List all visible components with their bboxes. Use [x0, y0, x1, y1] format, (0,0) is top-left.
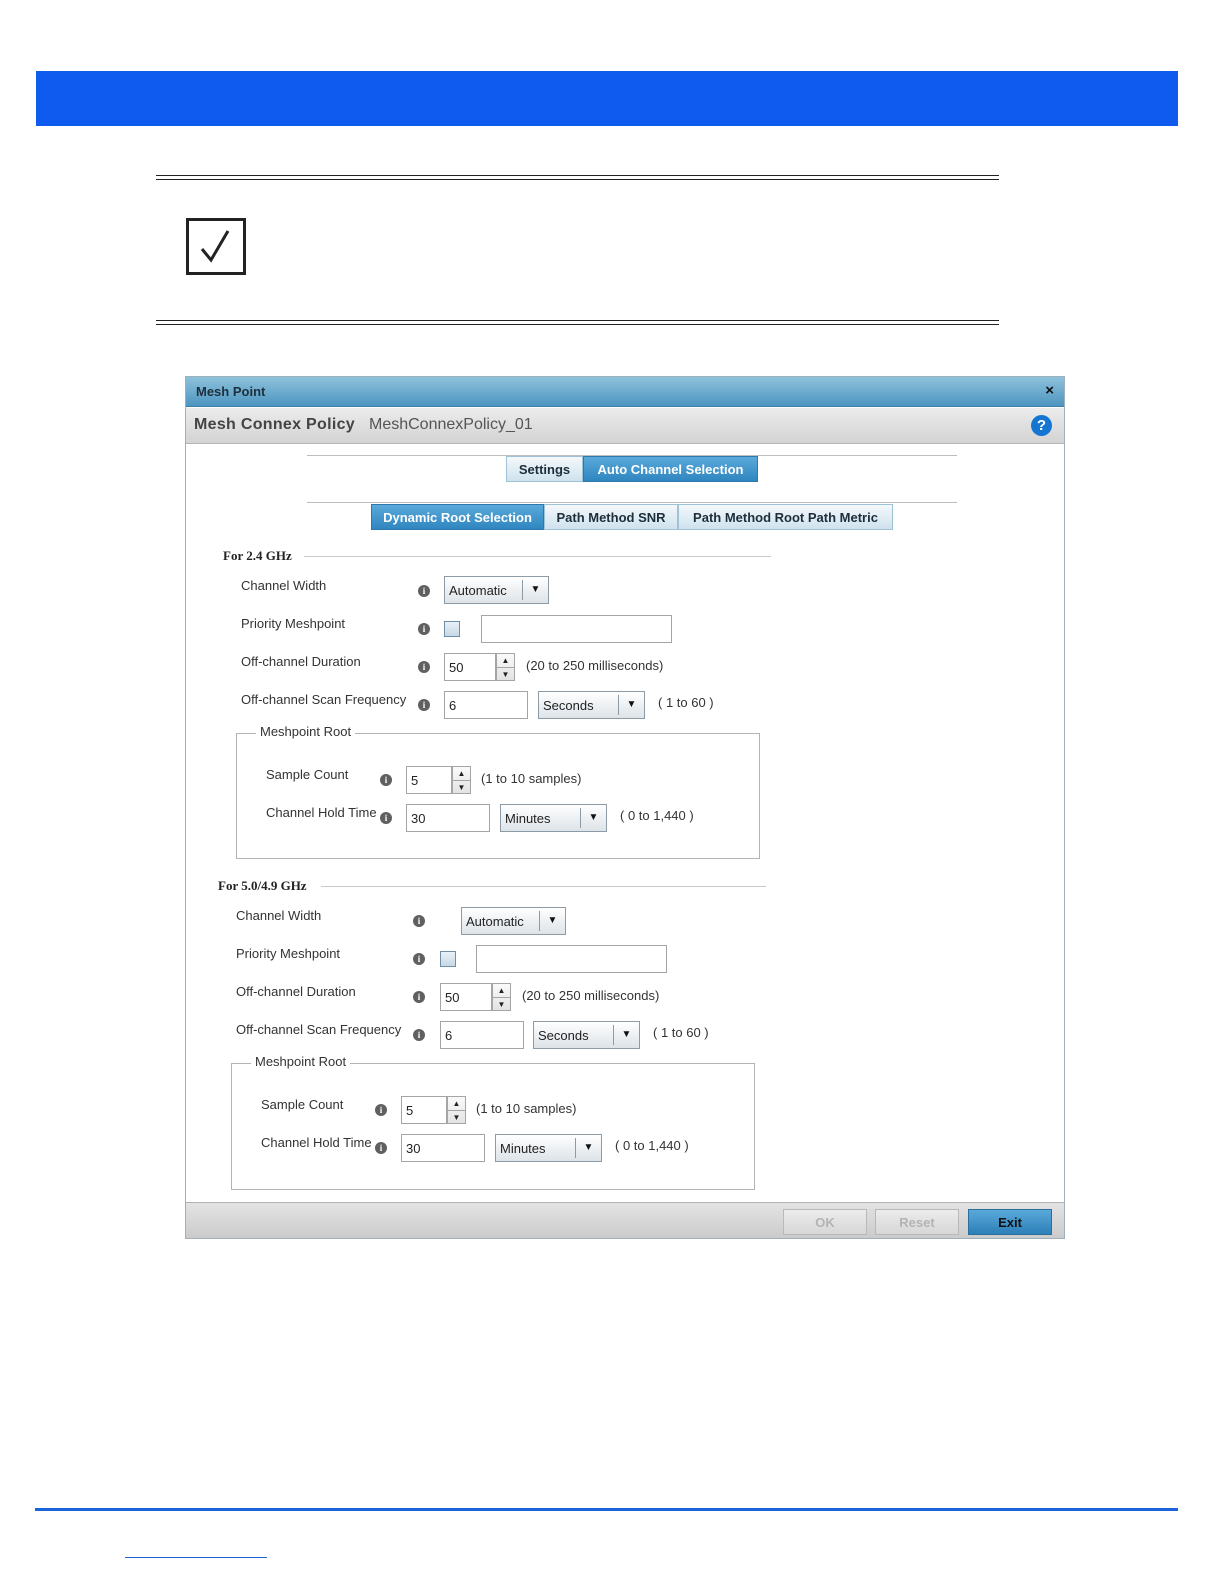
- chevron-down-icon: ▼: [539, 911, 565, 931]
- scan-frequency-unit-value: Seconds: [538, 1028, 589, 1043]
- info-icon[interactable]: i: [418, 661, 430, 673]
- info-icon[interactable]: i: [380, 812, 392, 824]
- mesh-point-dialog: [185, 376, 1065, 1239]
- priority-meshpoint-checkbox[interactable]: [444, 621, 460, 637]
- spin-down-icon[interactable]: ▼: [493, 997, 510, 1010]
- off-channel-duration-stepper[interactable]: [492, 983, 511, 1011]
- meshpoint-root-group: [236, 733, 760, 859]
- scan-frequency-unit-select[interactable]: [533, 1021, 640, 1049]
- hold-time-hint: ( 0 to 1,440 ): [620, 808, 694, 823]
- channel-hold-time-label: Channel Hold Time: [261, 1135, 372, 1150]
- meshpoint-root-legend: Meshpoint Root: [251, 1054, 350, 1069]
- chevron-down-icon: ▼: [618, 695, 644, 715]
- footer-link-underline: [125, 1557, 267, 1558]
- subtab-path-method-root-path-metric[interactable]: Path Method Root Path Metric: [678, 504, 893, 530]
- spin-up-icon[interactable]: ▲: [497, 986, 506, 995]
- help-icon[interactable]: ?: [1031, 415, 1052, 436]
- section-rule: [321, 886, 766, 887]
- off-channel-scan-frequency-input[interactable]: 6: [440, 1021, 524, 1049]
- off-channel-scan-frequency-label: Off-channel Scan Frequency: [236, 1022, 402, 1037]
- spin-up-icon[interactable]: ▲: [457, 769, 466, 778]
- footer-rule: [35, 1508, 1178, 1511]
- chevron-down-icon: ▼: [613, 1025, 639, 1045]
- channel-hold-time-input[interactable]: 30: [401, 1134, 485, 1162]
- priority-meshpoint-checkbox[interactable]: [440, 951, 456, 967]
- channel-hold-time-label: Channel Hold Time: [266, 805, 377, 820]
- info-icon[interactable]: i: [413, 915, 425, 927]
- spin-up-icon[interactable]: ▲: [501, 656, 510, 665]
- hold-time-unit-select[interactable]: [495, 1134, 602, 1162]
- dialog-title: Mesh Point: [196, 384, 266, 399]
- dialog-button-bar: [186, 1202, 1064, 1238]
- off-channel-duration-label: Off-channel Duration: [241, 654, 361, 669]
- channel-width-select[interactable]: [461, 907, 566, 935]
- chevron-down-icon: ▼: [575, 1138, 601, 1158]
- priority-meshpoint-input[interactable]: [481, 615, 672, 643]
- priority-meshpoint-input[interactable]: [476, 945, 667, 973]
- off-channel-duration-hint: (20 to 250 milliseconds): [522, 988, 660, 1003]
- subtab-dynamic-root-selection[interactable]: Dynamic Root Selection: [371, 504, 544, 530]
- subtab-rule: [307, 502, 957, 503]
- dialog-titlebar: [186, 377, 1064, 407]
- channel-width-select[interactable]: [444, 576, 549, 604]
- top-banner: [36, 71, 1178, 126]
- off-channel-duration-hint: (20 to 250 milliseconds): [526, 658, 664, 673]
- note-bottom-rule: [156, 320, 999, 325]
- policy-name: MeshConnexPolicy_01: [369, 416, 533, 433]
- policy-bar: [186, 408, 1064, 444]
- off-channel-duration-stepper[interactable]: [496, 653, 515, 681]
- sample-count-label: Sample Count: [266, 767, 349, 782]
- ok-button[interactable]: OK: [783, 1209, 867, 1235]
- scan-frequency-unit-value: Seconds: [543, 698, 594, 713]
- spin-down-icon[interactable]: ▼: [453, 780, 470, 793]
- off-channel-duration-label: Off-channel Duration: [236, 984, 356, 999]
- off-channel-duration-input[interactable]: 50: [440, 983, 492, 1011]
- info-icon[interactable]: i: [418, 585, 430, 597]
- tab-settings[interactable]: Settings: [506, 456, 583, 482]
- tab-auto-channel-selection[interactable]: Auto Channel Selection: [583, 456, 758, 482]
- info-icon[interactable]: i: [375, 1142, 387, 1154]
- info-icon[interactable]: i: [418, 623, 430, 635]
- sample-count-stepper[interactable]: [447, 1096, 466, 1124]
- sample-count-hint: (1 to 10 samples): [481, 771, 582, 786]
- info-icon[interactable]: i: [413, 953, 425, 965]
- hold-time-unit-value: Minutes: [500, 1141, 546, 1156]
- policy-label: Mesh Connex Policy: [194, 416, 355, 433]
- channel-width-label: Channel Width: [241, 578, 327, 593]
- section-title-5-0ghz: For 5.0/4.9 GHz: [218, 878, 307, 893]
- checkmark-icon: [186, 218, 246, 275]
- info-icon[interactable]: i: [380, 774, 392, 786]
- spin-down-icon[interactable]: ▼: [448, 1110, 465, 1123]
- exit-button[interactable]: Exit: [968, 1209, 1052, 1235]
- sample-count-hint: (1 to 10 samples): [476, 1101, 577, 1116]
- close-icon[interactable]: ×: [1045, 382, 1054, 399]
- info-icon[interactable]: i: [413, 1029, 425, 1041]
- off-channel-scan-frequency-label: Off-channel Scan Frequency: [241, 692, 407, 707]
- chevron-down-icon: ▼: [580, 808, 606, 828]
- spin-down-icon[interactable]: ▼: [497, 667, 514, 680]
- off-channel-duration-input[interactable]: 50: [444, 653, 496, 681]
- info-icon[interactable]: i: [418, 699, 430, 711]
- sample-count-input[interactable]: 5: [401, 1096, 447, 1124]
- scan-frequency-unit-select[interactable]: [538, 691, 645, 719]
- channel-width-value: Automatic: [466, 914, 524, 929]
- section-rule: [304, 556, 771, 557]
- reset-button[interactable]: Reset: [875, 1209, 959, 1235]
- hold-time-unit-value: Minutes: [505, 811, 551, 826]
- info-icon[interactable]: i: [413, 991, 425, 1003]
- off-channel-scan-frequency-input[interactable]: 6: [444, 691, 528, 719]
- scan-frequency-hint: ( 1 to 60 ): [653, 1025, 709, 1040]
- subtab-path-method-snr[interactable]: Path Method SNR: [544, 504, 678, 530]
- sample-count-stepper[interactable]: [452, 766, 471, 794]
- scan-frequency-hint: ( 1 to 60 ): [658, 695, 714, 710]
- sample-count-label: Sample Count: [261, 1097, 344, 1112]
- sample-count-input[interactable]: 5: [406, 766, 452, 794]
- chevron-down-icon: ▼: [522, 580, 548, 600]
- priority-meshpoint-label: Priority Meshpoint: [236, 946, 341, 961]
- info-icon[interactable]: i: [375, 1104, 387, 1116]
- hold-time-hint: ( 0 to 1,440 ): [615, 1138, 689, 1153]
- channel-width-label: Channel Width: [236, 908, 322, 923]
- meshpoint-root-legend: Meshpoint Root: [256, 724, 355, 739]
- channel-width-value: Automatic: [449, 583, 507, 598]
- channel-hold-time-input[interactable]: 30: [406, 804, 490, 832]
- section-title-2-4ghz: For 2.4 GHz: [223, 548, 292, 563]
- spin-up-icon[interactable]: ▲: [452, 1099, 461, 1108]
- meshpoint-root-group: [231, 1063, 755, 1190]
- priority-meshpoint-label: Priority Meshpoint: [241, 616, 346, 631]
- note-top-rule: [156, 175, 999, 180]
- hold-time-unit-select[interactable]: [500, 804, 607, 832]
